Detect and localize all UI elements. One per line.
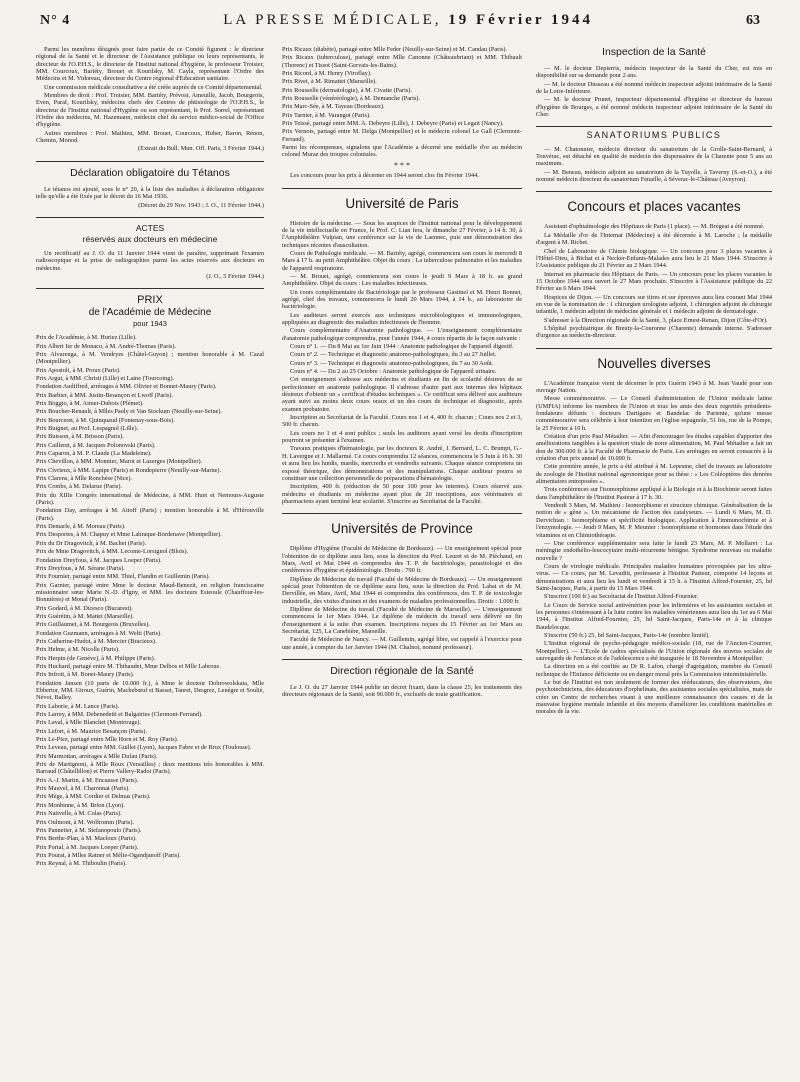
paragraph: Les cours no 1 et 4 sont publics ; seuls les auditeurs ayant versé les droits d'inscription pourront se présenter à l'examen. [282,429,522,445]
list-item: Prix Desportes, à M. Chapuy et Mme Labraque-Bordenave (Montpellier). [36,531,222,539]
list-item: Prix Herpin (de Genève), à M. Philippe (Paris). [36,654,156,662]
list-item: Prix A.-J. Martin, à M. Encausse (Paris). [36,776,139,784]
paragraph: Un rectificatif au J. O. du 11 Janvier 1944 vient de paraître, supprimant l'examen radioscopique et la prise de radiographies parmi les actes réservés aux docteurs en médecine. [36,249,264,272]
list-item: Prix Chevillon, à MM. Monnier, Marot et Lazerges (Montpellier). [36,458,203,466]
section-heading-nouvelles: Nouvelles diverses [597,355,711,371]
list-item: Fondation Day, arrérages à M. Aitoff (Paris) ; mention honorable à M. d'Hérouville (Paris). [36,507,264,522]
list-item: Prix Argut, à MM. Christi (Lille) et Laine (Tourcoing). [36,374,175,382]
list-item: Prix Mège, à MM. Cordier et Delmas (Paris). [36,793,151,801]
inspection-body [536,65,772,118]
paragraph: S'inscrire (50 fr.) 25, bd Saint-Jacques, Paris-14e (nombre limité). [544,631,710,639]
issue-number: N° 4 [40,13,71,28]
section-heading-inspection: Inspection de la Santé [602,46,706,58]
list-item: Prix Ricaux (diabète), partagé entre Mlle Feder (Neuilly-sur-Seine) et M. Candau (Paris). [282,46,508,53]
paragraph: Cours n° 4. — Du 2 au 25 Octobre : Anatomie pathologique de l'appareil urinaire. [290,368,497,376]
paragraph: Diplôme d'Hygiène (Faculté de Médecine de Bordeaux). — Un enseignement spécial pour l'obtention de ce diplôme aura lieu, sous la direction du Prof. Leuret et de M. Piéchaud, en Mars, Avril et Mai 1944 et comprendra des T. P. de bactériologie, parasitologie et des conférences d'hygiène et épidémiologie. Droits : 790 fr. [282,545,522,575]
section-subheading-actes: réservés aux docteurs en médecine [82,233,218,244]
section-divider [282,513,522,514]
list-item: Prix Garnier, partagé entre Mme le docteur Maud-Benezit, en religion franciscaine missionnaire sœur Marie N.-D. d'Igny, et MM. les docteurs Esteoule (Chauffour-les-Bonnières) et Monal (Paris). [36,581,264,604]
paragraph: L'Académie française vient de décerner le prix Guérin 1943 à M. Jean Vaudé pour son ouvrage Nation. [536,379,772,394]
section-heading-concours: Concours et places vacantes [567,199,741,215]
list-item: Prix Huchard, partagé entre M. Thibaudet, Mme Delbos et Mlle Labroue. [36,662,221,670]
paragraph: La Médaille d'or de l'Internat (Médecine) a été décernée à M. Laroche ; la médaille d'argent à M. Richet. [536,231,772,247]
section-divider [282,659,522,660]
paragraph: Cours n° 3. — Technique et diagnostic anatomo-pathologiques, du 7 au 30 Août. [290,359,494,367]
list-item: Prix du XIIIe Congrès international de Médecine, à MM. Huet et Nemours-Auguste (Paris). [36,491,264,507]
list-item: Prix Buisson, à M. Brisson (Paris). [36,433,124,441]
list-item: Fondation Guzmann, arrérages à M. Welti (Paris). [36,629,162,637]
column-right [536,46,772,717]
list-item: Prix Larrey, à MM. Debenedetti et Balgairies (Clermont-Ferrand). [36,711,203,719]
section-heading-sanatoriums: SANATORIUMS PUBLICS [586,130,722,141]
paragraph: S'adresser à la Direction régionale de la Santé, 3, place Ernest-Renan, Dijon (Côte-d'Or). [544,316,768,324]
list-item: Fondation Dreyfous, à M. Jacques Loeper (Paris). [36,556,162,564]
section-divider [282,188,522,189]
list-item: Prix Alvarenga, à M. Vendryes (Châtel-Guyon) ; mention honorable à M. Cazal (Montpellier). [36,350,264,366]
list-item: Prix Le-Piez, partagé entre Mlle Horn et M. Roy (Paris). [36,736,179,744]
paragraph: Le but de l'Institut est non seulement de former des rééducateurs, des observateurs, des psychotechniciens, des éducateurs d'orphelinats, des assistantes sociales spécialisées, mais de créer un Centre de recherches visant à une meilleure connaissance des causes et de la mauvaise hygiène mentale infantile et des moyens d'améliorer les conditions matérielles et morales de la vie. [536,679,772,716]
list-item: Prix Tarnier, à M. Varangot (Paris). [282,111,371,119]
column-left [36,46,264,869]
section-divider [536,348,772,349]
list-item: Prix Boggio, à M. Aimer-Dubois (Plémet). [36,399,144,407]
paragraph: Cette première année, le prix a été attribué à M. Lepesme, chef de travaux au laboratoire de zoologie de l'Institut national agronomique pour sa thèse : « Les Coléoptères des denrées alimentaires entreposées ». [536,463,772,486]
list-item: Prix Bourceret, à M. Quinquaud (Fontenay-sous-Bois). [36,416,175,424]
paragraph: — Une conférence supplémentaire sera faite le lundi 23 Mars, M. P. Mollaret : La méningite endothélio-leucocytaire multi-récurrente bénigne. Syndrome nouveau ou maladie nouvelle ? [536,539,772,562]
list-item: Prix Lefort, à M. Maurice Besançon (Paris). [36,727,148,735]
paragraph: — M. le docteur Dusseau a été nommé médecin inspecteur adjoint intérimaire de la Santé de la Loire-Inférieure. [536,80,772,96]
paragraph: La direction en a été confiée au Dr R. Lafon, chargé d'agrégation, membre du Conseil technique de l'Enfance déficiente ou en danger moral près la Commission interministérielle. [536,663,772,678]
list-item: Prix Cailleret, à M. Jacques Polonovski (Paris). [36,441,156,449]
list-item: Prix Civrieux, à MM. Lapipe (Paris) et Rondepierre (Neuilly-sur-Marne). [36,466,222,474]
list-item: Prix Demarle, à M. Moreau (Paris). [36,523,126,531]
paragraph: Assistant d'ophtalmologie des Hôpitaux de Paris (1 place). — M. Brégeat a été nommé. [544,223,765,231]
list-item: Prix Dreyfous, à M. Sérane (Paris). [36,564,125,572]
list-item: Prix Rousselle (vénéréologie), à M. Demanche (Paris). [282,95,420,103]
paragraph: Les auditeurs seront exercés aux techniques microbiologiques et immunologiques, appliquées au diagnostic des maladies infectieuses de l'homme. [282,311,522,326]
list-item: Prix Helme, à M. Nicolle (Paris). [36,646,120,654]
nouvelles-body [536,380,772,716]
paragraph: L'hôpital psychiatrique de Breuty-la-Couronne (Charente) demande interne. S'adresser d'urgence au médecin-directeur. [536,324,772,340]
paragraph: Membres de droit : Prof. Troisier, MM. Bariéty, Prévost, Ameuille, Jacob, Bourgeois, Even, Paraf, Kourilsky, médecins chefs des Centres de phtisiologie de l'O.P.H.S., le directeur de l'Institut national d'Hygiène ou son représentant, le Prof. Sorrel, représentant l'Ordre des médecins, M. Hazemann, médecin chef du service médico-social de l'Office d'hygiène. [36,92,264,129]
section-divider [536,191,772,192]
list-item: Prix Ricord, à M. Henry (Viroflay). [282,70,372,78]
list-item: Prix Barbier, à MM. Justin-Besançon et Lwoff (Paris). [36,391,174,399]
paragraph: Histoire de la médecine. — Sous les auspices de l'Institut national pour le développement de la vie intellectuelle en France, le Prof. C. Lian fera, le dimanche 27 Février, à 14 h. 30, à l'Amphithéâtre Vulpian, une conférence sur la vie de Laennec, puis une démonstration des techniques récentes d'auscultation. [282,219,522,249]
paragraph: Autres membres : Prof. Mathieu, MM. Brouet, Courcoux, Huber, Baron, Rénon, Chemin, Monod. [36,129,264,145]
paragraph: Diplôme de Médecine du travail (Faculté de Médecine de Bordeaux). — Un enseignement spécial pour l'obtention de ce diplôme aura lieu, sous la direction du Prof. Labat et de M. Dervillée, en Mars, Avril, Mai 1944 et comprendra des conférences, des T. P. de toxicologie industrielle, des visites d'usines et des examens de maladies professionnelles. Droits : 1.000 fr. [282,575,522,605]
paragraph: — M. le docteur Prunet, inspecteur départemental d'hygiène et directeur du bureau d'hygiène de Bourges, a été nommé médecin inspecteur adjoint intérimaire de la Santé du Cher. [536,96,772,119]
list-item: Prix Boucher-Renault, à Mlles Pauly et Van Stockum (Neuilly-sur-Seine). [36,408,223,416]
paragraph: Les concours pour les prix à décerner en 1944 seront clos fin Février 1944. [290,172,479,180]
separator-stars: * * * [394,160,410,170]
universite-paris-body [282,220,522,506]
list-item: Prix Berthe-Plan, à M. Macloux (Paris). [36,835,137,843]
source-note: (Décret du 29 Nov. 1943 ; J. O., 11 Février 1944.) [138,201,264,209]
list-item: Fondation Audiffred, arrérages à MM. Olivier et Bonnet-Maury (Paris). [36,383,217,391]
paragraph: Inscription au Secrétariat de la Faculté. Cours nos 1 et 4, 400 fr. chacun ; Cours nos 2 et 3, 500 fr. chacun. [282,414,522,429]
paragraph: Cours n° 2. — Technique et diagnostic anatomo-pathologiques, du 3 au 27 Juillet. [290,351,497,359]
paragraph: Cours de Pathologie médicale. — M. Bariéty, agrégé, commencera son cours le mercredi 8 Mars à 17 h. au petit Amphithéâtre. Objet du cours : La tuberculose pulmonaire et les maladies de l'appareil respiratoire. [282,249,522,272]
prize-list [36,334,264,867]
paragraph: Cours complémentaire d'Anatomie pathologique. — L'enseignement complémentaire d'anatomie pathologique comprendra, pour l'année 1944, 4 cours répartis de la façon suivante : [282,327,522,342]
list-item: Prix Apostoli, à M. Proux (Paris). [36,366,121,374]
section-heading-actes: ACTES [135,222,165,233]
source-note: (J. O., 5 Février 1944.) [206,272,264,280]
paragraph: Vendredi 3 Mars, M. Mathieu : Isomorphisme et structure chimique. Généralisation de la notion de « gène ». Un mécanisme de l'action des catalyseurs. — Lundi 6 Mars, M. D. Dervichian : Isomorphisme et spécificité biologique. Application à l'immunochimie et à l'enzymologie. — Jeudi 9 Mars, M. P. Meunier : Isomorphisme et hormones dans l'étude des vitamines et en Chimiothérapie. [536,502,772,539]
list-item: Prix Oulmont, à M. Wolfromm (Paris). [36,818,135,826]
paragraph: Le tétanos est ajouté, sous le n° 20, à la liste des maladies à déclaration obligatoire telle qu'elle a été fixée par le décret du 16 Mai 1936. [36,185,264,201]
list-item: Prix Laval, à Mlle Blanchet (Montrouge). [36,719,142,727]
list-item: Prix Rousselle (dermatologie), à M. Civatte (Paris). [282,86,412,94]
list-item: Prix Infroit, à M. Bonet-Maury (Paris). [36,671,135,679]
paragraph: S'inscrire (100 fr.) au Secrétariat de l'Institut Alfred-Fournier. [544,593,699,601]
paragraph: Chef de Laboratoire de Chimie biologique. — Un concours pour 3 places vacantes à l'Hôtel-Dieu, à Bichat et à Necker-Enfants-Malades aura lieu le 21 Mars 1944. S'inscrire à l'Assistance publique du 21 Février au 2 Mars 1944. [536,247,772,270]
list-item: Prix Fournier, partagé entre MM. Thiel, Flandin et Guillemin (Paris). [36,573,210,581]
list-item: Prix Leveau, partagé entre MM. Guillet (Lyon), Jacques Fabre et de Brux (Toulouse). [36,744,252,752]
paragraph: Faculté de Médecine de Nancy. — M. Guillemin, agrégé libre, est rappelé à l'exercice pour une année, à compter du 1er Janvier 1944 (M. Chalnot, nommé professeur). [282,636,522,651]
list-item: Prix Teissé, partagé entre MM. A. Debeyre (Lille), J. Debeyre (Paris) et Legait (Nancy). [282,120,504,128]
list-item: Prix Guillaumet, à M. Bourgeois (Bruxelles). [36,621,150,629]
list-item: Prix Laborie, à M. Lance (Paris). [36,702,120,710]
paragraph: Le J. O. du 27 Janvier 1944 publie un décret fixant, dans la classe 25, les traitements des directeurs régionaux de la Santé, soit 90.000 fr., exclusifs de toute gratification. [282,684,522,699]
section-divider [536,126,772,127]
section-year-prix: pour 1943 [133,319,167,329]
paragraph: Cet enseignement s'adresse aux médecins et étudiants en fin de scolarité désireux de se perfectionner en anatomie pathologique. Il s'adresse d'autre part aux internes des hôpitaux désireux d'obtenir un « certificat d'études techniques ». Ce certificat sera délivré aux auditeurs ayant suivi au moins deux cours oraux et un des cours de technique et diagnostic, après examen probatoire. [282,376,522,413]
list-item: Prix Nativelle, à M. Colas (Paris). [36,810,122,818]
paragraph: — M. Brouet, agrégé, commencera son cours le jeudi 9 Mars à 18 h. au grand Amphithéâtre. Objet du cours : Les maladies infectieuses. [282,272,522,288]
section-heading-direction-regionale: Direction régionale de la Santé [330,665,474,678]
list-item: Prix Marmottan, arrérages à Mlle Dufau (Paris). [36,752,158,760]
list-item: Prix Catherine-Hudot, à M. Mercier (Bracieux). [36,637,157,645]
paragraph: Parmi les membres désignés pour faire partie de ce Comité figurent : le directeur régional de la Santé et le directeur de l'Assistance publique ou leurs représentants, le directeur de l'O.P.H.S., le directeur de l'Institut national d'hygiène, le professeur Troisier, MM. Courcoux, Bariéty, Brouet et Kourilsky, M. Cayla, représentant l'Ordre des Médecins et M. Vidoreau, directeur du Centre régional d'Education sanitaire. [36,46,264,83]
list-item: Prix Albert Ier de Monaco, à M. André-Thomas (Paris). [36,342,177,350]
sanatoriums-body [536,146,772,184]
section-heading-universite-paris: Université de Paris [345,195,459,211]
journal-name: LA PRESSE MÉDICALE, [223,12,442,28]
list-item: Prix de Mme Dragovitch, à MM. Leconte-Lorsignol (Blois). [36,548,189,556]
section-heading-tetanos: Déclaration obligatoire du Tétanos [70,166,230,179]
list-item: Prix Buignet, au Prof. Lespagnol (Lille). [36,425,139,432]
page-number: 63 [746,13,760,28]
paragraph: Hospices de Dijon. — Un concours sur titres et sur épreuves aura lieu courant Mai 1944 en vue de la nomination de : 1 chirurgien urologiste adjoint, 1 chirurgien adjoint de chirurgie infantile, 1 médecin adjoint de médecine générale et 1 médecin adjoint de dermatologie. [536,293,772,316]
paragraph: Trois conférences sur l'isomorphisme appliqué à la Biologie et à la Biochimie seront faites dans l'amphithéâtre de l'Institut Pasteur à 17 h. 30. [536,486,772,501]
list-item: Prix de l'Académie, à M. Huriez (Lille). [36,334,137,342]
paragraph: — M. Chatonnier, médecin directeur du sanatorium de la Grolle-Saint-Bernard, à Touvérac, est détaché en qualité de médecin des dispensaires de la Charente pour 5 ans au maximum. [536,145,772,168]
paragraph: Un cours complémentaire de Bactériologie par le professeur Gastinel et M. Henri Bonnet, agrégé, chef des travaux, commencera le lundi 20 Mars 1944, à 14 h., au laboratoire de bactériologie. [282,288,522,311]
paragraph: Cours de virologie médicale. Principales maladies humaines provoquées par les ultra-virus. — Ce cours, par M. Levaditi, professeur à l'Institut Pasteur, comporte 14 leçons et démonstrations et aura lieu les lundi et vendredi à 15 h. à l'Institut Alfred-Fournier, 25, bd Saint-Jacques, Paris, à partir du 15 Mars 1944. [536,562,772,592]
section-heading-universites-province: Universités de Province [331,521,473,537]
issue-date: 19 Février 1944 [448,12,593,28]
paragraph: Travaux pratiques d'hématologie, par les docteurs R. André, J. Bernard, L. C. Brumpt, G.-H. Lavergne et J. Mallarmé. Ce cours comprendra 12 séances, commencera le 5 Juin à 16 h. 30 et aura lieu les lundis, mardis, mercredis et vendredis suivants. Chaque séance comportera un exposé théorique, des démonstrations et des manipulations. Chaque auditeur pourra se constituer une collection personnelle de préparations d'hématologie. [282,445,522,482]
universites-province-body [282,545,522,651]
list-item: Prix Monbinne, à M. Brion (Lyon). [36,801,125,809]
journal-title [223,12,593,29]
source-note: (Extrait du Bull. Mun. Off. Paris, 3 Février 1944.) [138,145,264,153]
prize-list-continued [282,46,522,159]
paragraph: — M. Beneau, médecin adjoint au sanatorium de la Tuyolle, à Taverny (S.-et-O.), a été nommé médecin directeur du sanatorium Fenaille, à Séverac-le-Château (Aveyron). [536,168,772,184]
list-item: Prix Godard, à M. Dicesco (Bucarest). [36,604,133,612]
list-item: Prix Guérétin, à M. Mattei (Marseille). [36,612,134,620]
list-item: Prix Combs, à M. Delarue (Paris). [36,483,123,491]
paragraph: Création d'un prix Paul Métadier. — Afin d'encourager les études capables d'apporter des améliorations tangibles à la question vitale de notre alimentation, M. Paul Métadier a fait un don de 300.000 fr. à la Faculté de Pharmacie de Paris. Les arrérages en seront consacrés à la création d'un prix annuel de 10.000 fr. [536,433,772,463]
list-item: Prix de Martignoni, à Mlle Roux (Versailles) ; deux mentions très honorables à MM. Barraud (Châtellillon) et Pierre Vallery-Radot (Paris). [36,761,264,776]
paragraph: Diplôme de Médecine du travail (Faculté de Médecine de Marseille). — L'enseignement commencera le 1er Mars 1944. Le diplôme de médecin du travail sera délivré en fin d'enseignement à la suite d'un examen. Inscriptions reçues du 15 Février au 1er Mars au Secrétariat, 125, La Canebière, Marseille. [282,605,522,635]
section-subheading-prix: de l'Académie de Médecine [88,307,212,319]
list-item: Prix Portal, à M. Jacques Loeper (Paris). [36,843,139,851]
paragraph: — M. le docteur Depierris, médecin inspecteur de la Santé du Cher, est mis en disponibilité sur sa demande pour 2 ans. [536,65,772,80]
list-item: Prix Pourat, à Mlles Ratner et Mélie-Ogandjanoff (Paris). [36,851,181,859]
list-item: Prix Pannetier, à M. Stefanopoulo (Paris). [36,826,142,834]
list-item: Prix Ricaux (tuberculose), partagé entre Mlle Canonne (Châteaubriant) et MM. Thibault (Thorenc) et Tissot (Saint-Gervais-les-Bains). [282,54,522,69]
paragraph: Une commission médicale consultative a été créée auprès de ce Comité départemental. [44,83,263,91]
paragraph: Messe commémorative. — Le Conseil d'administration de l'Union médicale latine (UMFIA) informe les membres de l'Union et tous les amis des deux regrettés présidents-fondateurs défunts : docteurs Dartigues et Bandelac de Pariente, qu'une messe commémorative sera célébrée à leur intention en l'église espagnole, 51 bis, rue de la Pompe, le 25 Février à 10 h. [536,395,772,432]
list-item: Prix du Dr Dragovitch, à M. Bachet (Paris). [36,539,147,547]
list-item: Prix Vernois, partagé entre M. Delga (Montpellier) et le médecin colonel Le Gall (Clermont-Ferrand). [282,128,522,143]
list-item: Prix Reynal, à M. Thiboulin (Paris). [36,860,127,868]
intro-block [36,46,264,153]
paragraph: Inscription, 400 fr. (réduction de 50 pour 100 pour les internes). Cours réservé aux médecins et étudiants en médecine ayant plus de 20 inscriptions, aux vétérinaires et pharmaciens ayant terminé leur scolarité. S'inscrire au Secrétariat de la Faculté. [282,483,522,505]
list-item: Prix Rivet, à M. Rimattei (Marseille). [282,78,377,86]
paragraph: Le Cours de Service social antivénérien pour les infirmières et les assistantes sociales et les personnes s'intéressant à la lutte contre les maladies vénériennes aura lieu du 1er au 6 Mai 1944, à l'Institut Alfred-Fournier, 25, bd Saint-Jacques, Paris-14e et à la clinique Baudelocque. [536,601,772,631]
section-divider [36,161,264,162]
list-item: Prix Mauvel, à M. Charonnat (Paris). [36,785,130,793]
section-divider [36,217,264,218]
list-item: Prix Clarens, à Mlle Ronchèse (Nice). [36,475,132,483]
list-item: Prix Caparon, à M. P. Claude (La Madeleine). [36,450,152,458]
list-item: Fondation Jansen (10 parts de 10.000 fr.), à Mme le docteur Dobrowolskaia, Mlle Ebbertor, MM. Giroux, Guérin, Machebœuf et Basset, Tanret, Desgrez, Lenègre et Soulié, Névot, Balley. [36,679,264,702]
concours-body [536,223,772,339]
section-divider [36,288,264,289]
section-heading-prix: PRIX [137,294,163,307]
paragraph: Internat en pharmacie des Hôpitaux de Paris. — Un concours pour les places vacantes le 15 Octobre 1944 sera ouvert le 27 Mars prochain. S'inscrire à l'Assistance publique du 22 Février au 6 Mars 1944. [536,270,772,293]
list-item: Prix Marc-Sée, à M. Tayeau (Bordeaux). [282,103,385,111]
paragraph: Cours n° 1. — Du 8 Mai au 1er Juin 1944 : Anatomie pathologique de l'appareil digestif. [290,343,514,350]
page-header [40,12,760,34]
list-item: Parmi les récompenses, signalons que l'Académie a décerné une médaille d'or au médecin colonel Muraz des troupes coloniales. [282,144,522,159]
column-middle [282,46,522,700]
paragraph: L'Institut régional de psycho-pédagogie médico-sociale (18, rue de l'Ancien-Courrier, Montpellier). — L'Ecole de cadres spécialisés de l'Union régionale des œuvres sociales de sauvegarde de l'enfance et de l'adolescence a été inaugurée le 18 Novembre à Montpellier. [536,640,772,662]
